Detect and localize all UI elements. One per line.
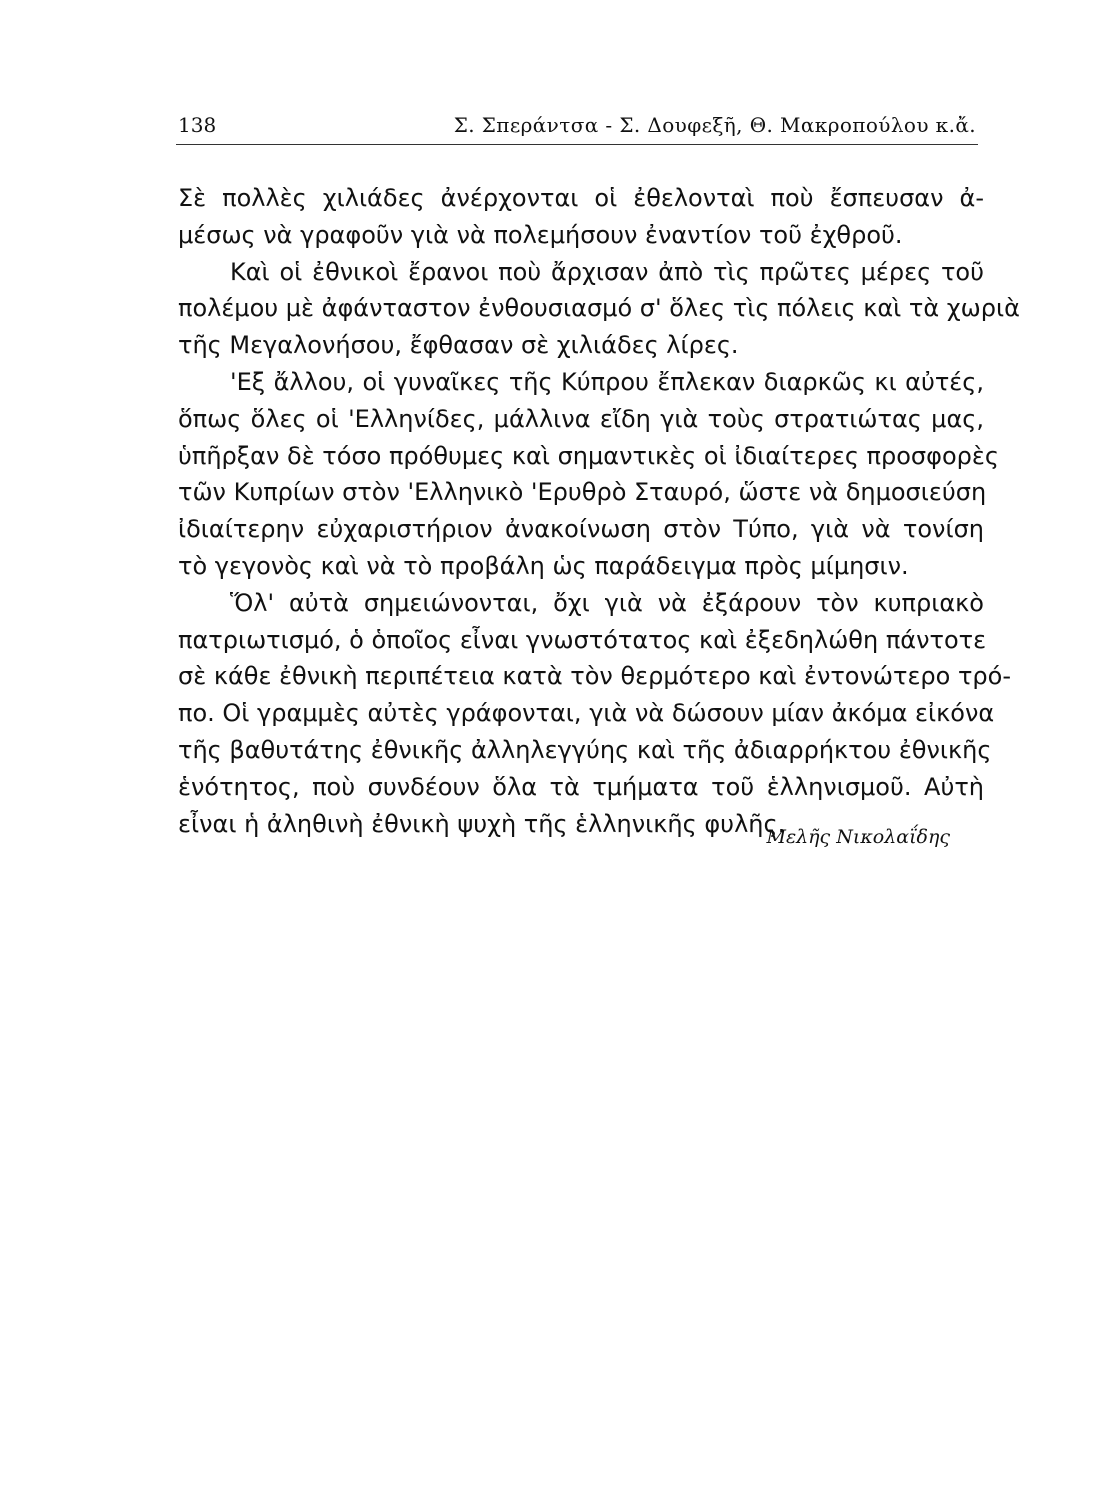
text-line: μέσως νὰ γραφοῦν γιὰ νὰ πολεμήσουν ἐναντίον τοῦ ἐχθροῦ. (178, 220, 903, 249)
paragraph (178, 585, 1011, 843)
text-line: πατριωτισμό, ὁ ὁποῖος εἶναι γνωστότατος καὶ ἐξεδηλώθη πάντοτε (178, 625, 987, 654)
text-line: ἰδιαίτερην εὐχαριστήριον ἀνακοίνωση στὸν Τύπο, γιὰ νὰ τονίση (178, 515, 984, 544)
text-line: Καὶ οἱ ἐθνικοὶ ἔρανοι ποὺ ἄρχισαν ἀπὸ τὶς πρῶτες μέρες τοῦ (230, 257, 984, 286)
body-text (178, 180, 1020, 842)
text-line: τῶν Κυπρίων στὸν 'Ελληνικὸ 'Ερυθρὸ Σταυρό, ὥστε νὰ δημοσιεύση (178, 478, 987, 507)
text-line: τῆς Μεγαλονήσου, ἔφθασαν σὲ χιλιάδες λίρες. (178, 331, 739, 360)
paragraph (178, 180, 984, 254)
text-line: τῆς βαθυτάτης ἐθνικῆς ἀλληλεγγύης καὶ τῆς ἀδιαρρήκτου ἐθνικῆς (178, 735, 992, 764)
text-line: Ὅλ' αὐτὰ σημειώνονται, ὄχι γιὰ νὰ ἐξάρουν τὸν κυπριακὸ (230, 588, 984, 617)
paragraph (178, 254, 1020, 364)
text-line: 'Εξ ἄλλου, οἱ γυναῖκες τῆς Κύπρου ἔπλεκαν διαρκῶς κι αὐτές, (230, 367, 984, 396)
text-line: ὑπῆρξαν δὲ τόσο πρόθυμες καὶ σημαντικὲς οἱ ἰδιαίτερες προσφορὲς (178, 441, 999, 470)
page-number: 138 (178, 113, 217, 137)
paragraph (178, 364, 999, 585)
text-line: εἶναι ἡ ἀληθινὴ ἐθνικὴ ψυχὴ τῆς ἑλληνικῆς φυλῆς. (178, 809, 786, 838)
page-header (178, 113, 976, 143)
text-line: Σὲ πολλὲς χιλιάδες ἀνέρχονται οἱ ἐθελονταὶ ποὺ ἔσπευσαν ἀ- (178, 184, 984, 212)
text-line: ὅπως ὅλες οἱ 'Ελληνίδες, μάλλινα εἴδη γιὰ τοὺς στρατιώτας μας, (178, 404, 984, 433)
running-head: Σ. Σπεράντσα - Σ. Δουφεξῆ, Θ. Μακροπούλου κ.ἄ. (453, 113, 976, 137)
text-line: ἑνότητος, ποὺ συνδέουν ὅλα τὰ τμήματα τοῦ ἑλληνισμοῦ. Αὐτὴ (178, 772, 984, 801)
text-line: σὲ κάθε ἐθνικὴ περιπέτεια κατὰ τὸν θερμότερο καὶ ἐντονώτερο τρό- (178, 662, 1011, 691)
text-line: πολέμου μὲ ἀφάνταστον ἐνθουσιασμό σ' ὅλες τὶς πόλεις καὶ τὰ χωριὰ (178, 294, 1020, 323)
author-signature: Μελῆς Νικολαΐδης (766, 826, 950, 848)
header-rule (176, 144, 978, 145)
text-line: πο. Οἱ γραμμὲς αὐτὲς γράφονται, γιὰ νὰ δώσουν μίαν ἀκόμα εἰκόνα (178, 699, 995, 728)
text-line: τὸ γεγονὸς καὶ νὰ τὸ προβάλη ὡς παράδειγμα πρὸς μίμησιν. (178, 551, 909, 580)
